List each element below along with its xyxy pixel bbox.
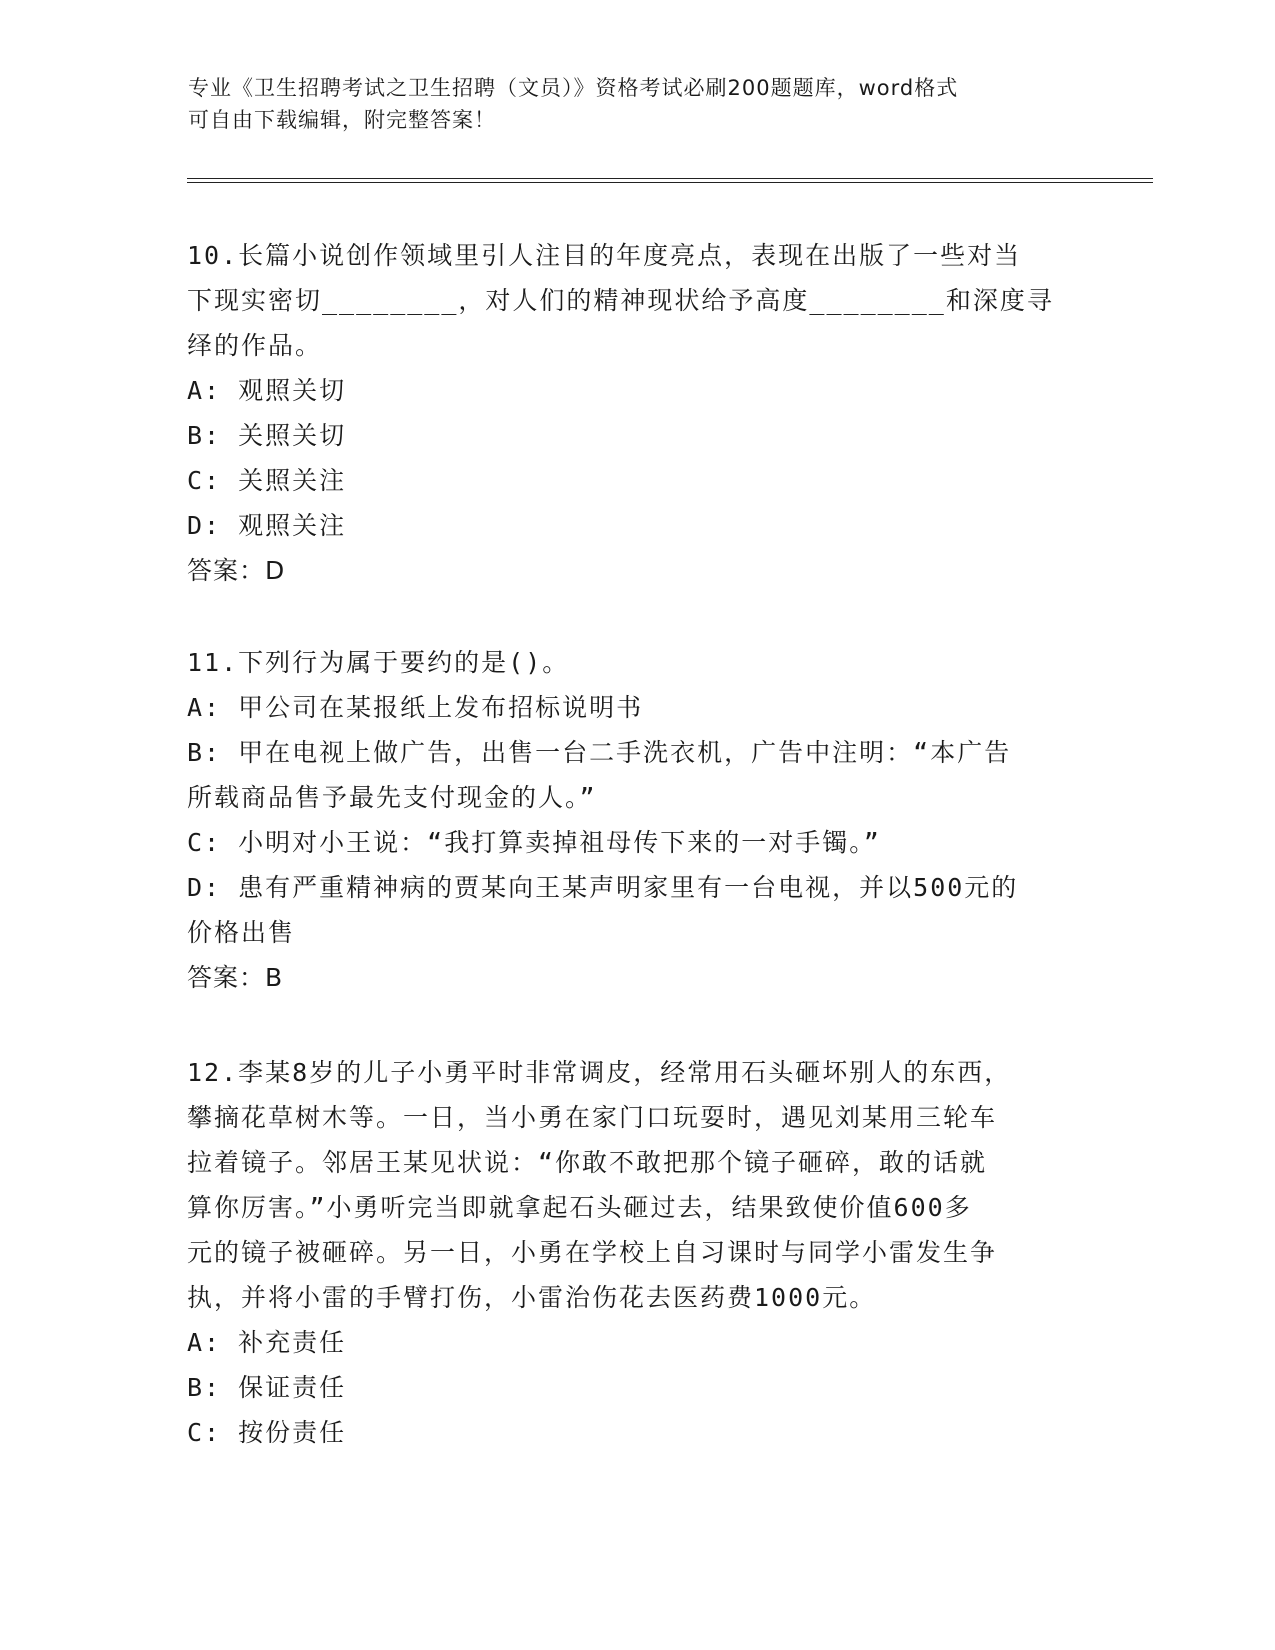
document-header (188, 72, 1068, 136)
header-rule-bottom (187, 182, 1153, 183)
question-stem-line: 元的镜子被砸碎。另一日，小勇在学校上自习课时与同学小雷发生争 (187, 1238, 998, 1267)
header-rule-top (187, 178, 1153, 179)
header-line-1: 专业《卫生招聘考试之卫生招聘（文员）》资格考试必刷200题题库，word格式 (188, 76, 959, 100)
option-b: B: 保证责任 (187, 1373, 347, 1402)
option-d-continued: 价格出售 (187, 918, 296, 947)
option-a: A: 观照关切 (187, 376, 347, 405)
question-stem-line: 下现实密切________，对人们的精神现状给予高度________和深度寻 (187, 286, 1054, 315)
option-c: C: 小明对小王说：“我打算卖掉祖母传下来的一对手镯。” (187, 828, 881, 857)
option-b: B: 甲在电视上做广告，出售一台二手洗衣机，广告中注明：“本广告 (187, 738, 1012, 767)
option-b: B: 关照关切 (187, 421, 347, 450)
option-c: C: 关照关注 (187, 466, 347, 495)
question-stem-line: 执，并将小雷的手臂打伤，小雷治伤花去医药费1000元。 (187, 1283, 877, 1312)
question-stem-line: 攀摘花草树木等。一日，当小勇在家门口玩耍时，遇见刘某用三轮车 (187, 1103, 998, 1132)
question-stem-line: 绎的作品。 (187, 331, 323, 360)
question-10 (187, 233, 1067, 593)
question-stem-line: 12.李某8岁的儿子小勇平时非常调皮，经常用石头砸坏别人的东西， (187, 1058, 1012, 1087)
option-d: D: 观照关注 (187, 511, 347, 540)
question-stem-line: 10.长篇小说创作领域里引人注目的年度亮点，表现在出版了一些对当 (187, 241, 1022, 270)
question-stem-line: 11.下列行为属于要约的是()。 (187, 648, 570, 677)
question-stem-line: 算你厉害。”小勇听完当即就拿起石头砸过去，结果致使价值600多 (187, 1193, 972, 1222)
answer-label: 答案：D (187, 556, 286, 585)
answer-label: 答案：B (187, 963, 284, 992)
header-line-2: 可自由下载编辑，附完整答案！ (188, 108, 496, 132)
option-a: A: 甲公司在某报纸上发布招标说明书 (187, 693, 644, 722)
question-12 (187, 1050, 1067, 1455)
option-a: A: 补充责任 (187, 1328, 347, 1357)
question-11 (187, 640, 1067, 1000)
option-c: C: 按份责任 (187, 1418, 347, 1447)
question-stem-line: 拉着镜子。邻居王某见状说：“你敢不敢把那个镜子砸碎，敢的话就 (187, 1148, 988, 1177)
option-b-continued: 所载商品售予最先支付现金的人。” (187, 783, 597, 812)
option-d: D: 患有严重精神病的贾某向王某声明家里有一台电视，并以500元的 (187, 873, 1019, 902)
